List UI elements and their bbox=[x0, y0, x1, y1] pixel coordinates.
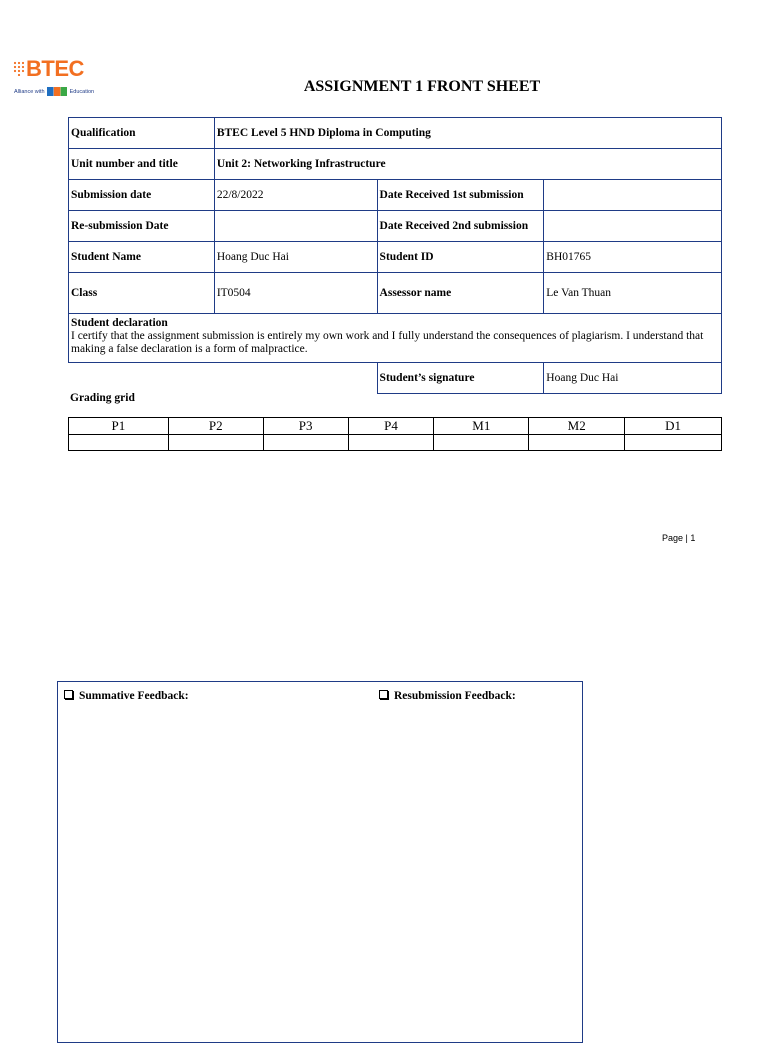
checkbox-icon bbox=[379, 690, 388, 699]
date-received-1-label: Date Received 1st submission bbox=[377, 180, 544, 211]
table-row bbox=[69, 363, 722, 394]
student-id-label: Student ID bbox=[377, 242, 544, 273]
qualification-label: Qualification bbox=[69, 118, 215, 149]
signature-spacer bbox=[69, 363, 378, 394]
resubmission-feedback-heading bbox=[379, 690, 516, 702]
grade-header-p2: P2 bbox=[168, 418, 263, 435]
submission-date-label: Submission date bbox=[69, 180, 215, 211]
student-id-value: BH01765 bbox=[544, 242, 722, 273]
date-received-2-label: Date Received 2nd submission bbox=[377, 211, 544, 242]
summative-feedback-label: Summative Feedback: bbox=[79, 690, 189, 702]
grading-grid bbox=[68, 417, 722, 451]
declaration-cell bbox=[69, 314, 722, 363]
table-row bbox=[69, 314, 722, 363]
front-sheet-table bbox=[68, 117, 722, 394]
grade-cell-d1 bbox=[625, 435, 722, 451]
assessor-label: Assessor name bbox=[377, 273, 544, 314]
grade-cell-p3 bbox=[263, 435, 348, 451]
grade-header-p1: P1 bbox=[69, 418, 169, 435]
table-row bbox=[69, 211, 722, 242]
class-label: Class bbox=[69, 273, 215, 314]
grade-cell-p1 bbox=[69, 435, 169, 451]
table-row bbox=[69, 273, 722, 314]
logo-brand-text: BTEC bbox=[26, 56, 84, 81]
summative-feedback-heading bbox=[64, 690, 189, 702]
resubmission-date-value bbox=[214, 211, 377, 242]
date-received-2-value bbox=[544, 211, 722, 242]
signature-label: Student’s signature bbox=[377, 363, 544, 394]
table-row bbox=[69, 242, 722, 273]
resubmission-feedback-label: Resubmission Feedback: bbox=[394, 690, 516, 702]
signature-value: Hoang Duc Hai bbox=[544, 363, 722, 394]
table-row bbox=[69, 118, 722, 149]
table-row bbox=[69, 180, 722, 211]
assessor-value: Le Van Thuan bbox=[544, 273, 722, 314]
grade-cell-p4 bbox=[348, 435, 434, 451]
feedback-box bbox=[57, 681, 583, 1043]
table-row bbox=[69, 149, 722, 180]
submission-date-value: 22/8/2022 bbox=[214, 180, 377, 211]
grade-header-d1: D1 bbox=[625, 418, 722, 435]
alliance-suffix: Education bbox=[69, 88, 95, 95]
student-name-value: Hoang Duc Hai bbox=[214, 242, 377, 273]
declaration-heading: Student declaration bbox=[71, 317, 168, 329]
grade-header-m1: M1 bbox=[434, 418, 529, 435]
student-name-label: Student Name bbox=[69, 242, 215, 273]
grade-cell-m2 bbox=[529, 435, 625, 451]
grading-header-row bbox=[69, 418, 722, 435]
unit-label: Unit number and title bbox=[69, 149, 215, 180]
grading-grid-label: Grading grid bbox=[70, 392, 135, 404]
grade-header-p3: P3 bbox=[263, 418, 348, 435]
class-value: IT0504 bbox=[214, 273, 377, 314]
grade-header-m2: M2 bbox=[529, 418, 625, 435]
declaration-text: I certify that the assignment submission is entirely my own work and I fully understand the consequences of plagiarism. I understand that making a false declaration is a form of malpractice. bbox=[71, 330, 704, 355]
unit-value: Unit 2: Networking Infrastructure bbox=[214, 149, 721, 180]
qualification-value: BTEC Level 5 HND Diploma in Computing bbox=[214, 118, 721, 149]
grading-value-row bbox=[69, 435, 722, 451]
grade-cell-m1 bbox=[434, 435, 529, 451]
page-title: ASSIGNMENT 1 FRONT SHEET bbox=[303, 78, 541, 95]
grade-header-p4: P4 bbox=[348, 418, 434, 435]
resubmission-date-label: Re-submission Date bbox=[69, 211, 215, 242]
dot-pattern-icon bbox=[12, 60, 26, 76]
page-number: Page | 1 bbox=[662, 533, 696, 543]
checkbox-icon bbox=[64, 690, 73, 699]
alliance-prefix: Alliance with bbox=[14, 88, 45, 95]
date-received-1-value bbox=[544, 180, 722, 211]
grade-cell-p2 bbox=[168, 435, 263, 451]
